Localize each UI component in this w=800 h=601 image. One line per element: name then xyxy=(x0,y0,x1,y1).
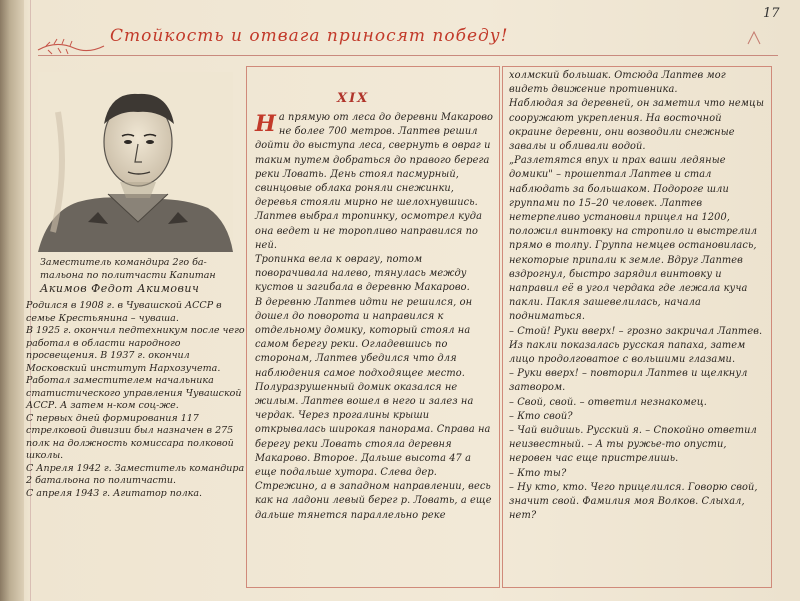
chapter-number: XIX xyxy=(337,91,370,106)
page-binding xyxy=(0,0,24,601)
bio-paragraph: Родился в 1908 г. в Чувашской АССР в семье Крестьянина – чуваша. xyxy=(26,300,222,324)
story-paragraph: В деревню Лаптев идти не решился, он дошел до поворота и направился к отдельному домику, который стоял на самом берегу реки. Огладевшись по сторонам, Лаптев убедился что для наблюдения самое подходящее место. Полуразрушенный домик оказался не жилым. Лаптев вошел в него и залез на чердак. Через прогалины крыши открывалась широкая панорама. Справа на берегу реки Ловать стояла деревня Макарово. Второе. Дальше высота 47 а еще подальше хутора. Слева дер. Стрежино, а в западном направлении, весь как на ладони левый берег р. Ловать, а еще дальше тянется параллельно реке xyxy=(255,296,492,521)
story-text: а прямую от леса до деревни Макарово не более 700 метров. Лаптев решил дойти до выступа леса, свернуть в овраг и таким путем добраться до правого берега реки Ловать. День стоял пасмурный, свинцовые облака роняли снежинки, деревья стояли мирно не шелохнувшись. Лаптев выбрал тропинку, осмотрел куда она ведет и не торопливо направился по ней. xyxy=(255,112,494,251)
text-column-right xyxy=(502,66,772,588)
bio-paragraph: С апреля 1943 г. Агитатор полка. xyxy=(26,487,203,499)
caption-line: Заместитель командира 2го ба- xyxy=(40,257,207,268)
dialogue-line: – Кто ты? xyxy=(509,467,567,479)
portrait-drawing xyxy=(38,72,233,252)
text-column-left xyxy=(246,66,500,588)
story-paragraph xyxy=(255,111,495,253)
bio-paragraph: С Апреля 1942 г. Заместитель командира 2 батальона по политчасти. xyxy=(26,462,245,486)
story-paragraph: холмский большак. Отсюда Лаптев мог видеть движение противника. xyxy=(509,70,726,96)
pencil-mark-icon xyxy=(744,28,764,48)
dialogue-line: – Стой! Руки вверх! – грозно закричал Лаптев. Из пакли показалась русская папаха, затем лицо продолговатое с вольшими глазами. xyxy=(509,325,763,366)
caption-line: тальона по политчасти Капитан xyxy=(40,270,216,281)
bio-paragraph: С первых дней формирования 117 стрелковой дивизии был назначен в 275 полк на должность комиссара полковой школы. xyxy=(26,412,234,461)
column-text xyxy=(255,111,495,523)
header-rule xyxy=(38,55,778,56)
drop-cap: Н xyxy=(255,111,276,137)
column-text xyxy=(509,69,767,524)
story-paragraph: „Разлетятся впух и прах ваши ледяные домики" – прошептал Лаптев и стал наблюдать за большаком. Подорогe шли группами по 15–20 человек. Лаптев нетерпеливо установил прицел на 1200, положил винтовку на стропило и выстрелил прямо в толпу. Группа немцев остановилась, некоторые припали к земле. Вдруг Лаптев вздрогнул, быстро зарядил винтовку и направил её в угол чердака где лежала куча пакли. Пакля зашевелилась, начала подниматься. xyxy=(509,155,758,323)
dialogue-line: – Чай видишь. Русский я. – Спокойно ответил неизвестный. – А ты ружье-то опусти, неровен час еще пристрелишь. xyxy=(509,425,757,465)
dialogue-line: – Кто свой? xyxy=(509,410,573,422)
dialogue-line: – Руки вверх! – повторил Лаптев и щелкнул затвором. xyxy=(509,368,748,394)
page-header-title: Стойкость и отвага приносят победу! xyxy=(110,26,509,46)
story-paragraph: Тропинка вела к оврагу, потом поворачивала налево, тянулась между кустов и загибала в деревню Макарово. xyxy=(255,254,470,294)
bio-paragraph: В 1925 г. окончил педтехникум после чего работал в области народного просвещения. В 1937 г. окончил Московский институт Нархозучета. Работал заместителем начальника статистического управления Чувашской АССР. А затем н-ком соц-же. xyxy=(26,325,245,411)
person-name: Акимов Федот Акимович xyxy=(40,282,200,295)
portrait-caption xyxy=(40,256,245,295)
story-paragraph: Наблюдая за деревней, он заметил что немцы сооружают укрепления. На восточной окраине деревни, они возводили снежные завалы и обливали водой. xyxy=(509,98,765,153)
dialogue-line: – Свой, свой. – ответил незнакомец. xyxy=(509,396,707,408)
biography xyxy=(26,300,248,500)
page-number: 17 xyxy=(763,6,780,21)
dialogue-line: – Ну кто, кто. Чего прицелился. Говорю свой, значит свой. Фамилия моя Волков. Слыхал, нет? xyxy=(509,481,758,522)
